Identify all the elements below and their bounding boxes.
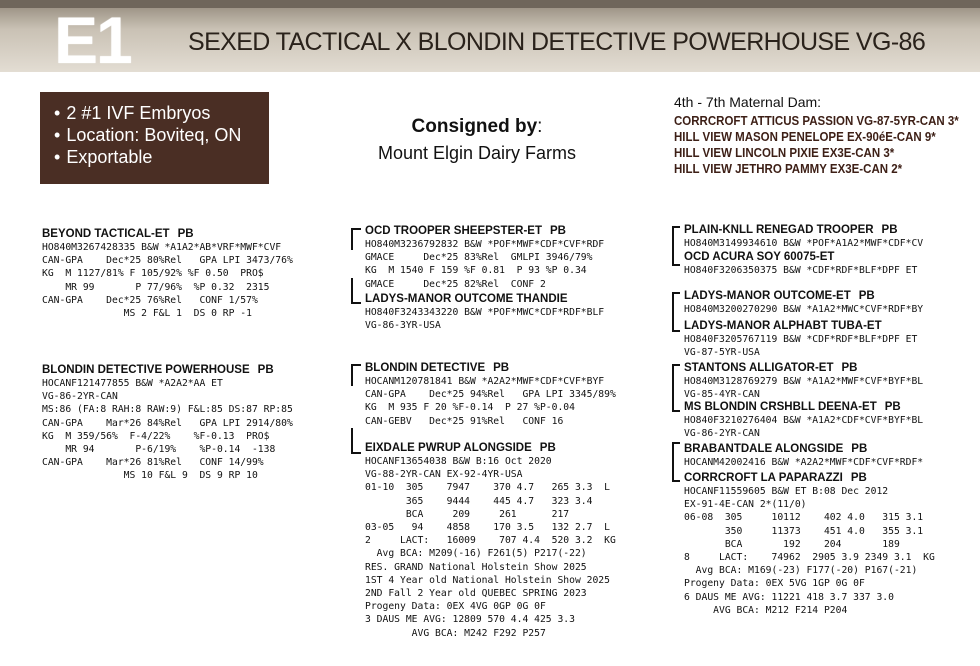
dam-block (42, 364, 293, 483)
ss-sire-block (684, 224, 923, 250)
bracket-dam-sire (351, 364, 361, 386)
animal-line: MR 99 P 77/96% %P 0.32 2315 (42, 281, 270, 293)
animal-line: KG M 359/56% F-4/22% %F-0.13 PRO$ (42, 430, 270, 442)
animal-line: VG-87-5YR-USA (684, 347, 760, 359)
sire-dam-block (365, 293, 604, 332)
lot-info-box (40, 92, 269, 184)
animal-line: Avg BCA: M169(-23) F177(-20) P167(-21) (684, 565, 918, 577)
bracket-ds-sire (672, 364, 680, 382)
animal-line: HO840F3210276404 B&W *A1A2*CDF*CVF*BYF*BL (684, 415, 924, 426)
animal-line: HO840M3236792832 B&W *POF*MWF*CDF*CVF*RDF (365, 239, 605, 250)
dam-dam-block (365, 442, 616, 640)
animal-line: HO840F3206350375 B&W *CDF*RDF*BLF*DPF ET (684, 265, 918, 276)
animal-line: AVG BCA: M212 F214 P204 (684, 604, 848, 616)
animal-line: 6 DAUS ME AVG: 11221 418 3.7 337 3.0 (684, 591, 894, 603)
sd-sire-block (684, 290, 923, 316)
animal-line: HOCANM42002416 B&W *A2A2*MWF*CDF*CVF*RDF* (684, 457, 924, 468)
animal-line: MS:86 (FA:8 RAH:8 RAW:9) F&L:85 DS:87 RP:85 (42, 404, 293, 416)
animal-line: HOCANF13654038 B&W B:16 Oct 2020 (365, 456, 552, 467)
animal-line: 06-08 305 10112 402 4.0 315 3.1 (684, 512, 924, 524)
bracket-sd-sire (672, 292, 680, 310)
animal-name: MS BLONDIN CRSHBLL DEENA-ET PB (684, 401, 901, 413)
ds-dam-block (684, 401, 923, 440)
animal-name: BEYOND TACTICAL-ET PB (42, 228, 194, 240)
header-banner (0, 0, 980, 77)
animal-line: CAN-GEBV Dec*25 91%Rel CONF 16 (365, 415, 564, 427)
maternal-dams (674, 94, 974, 177)
bracket-ss-sire (672, 226, 680, 244)
animal-line: CAN-GPA Mar*26 81%Rel CONF 14/99% (42, 457, 264, 469)
sire-sire-block (365, 225, 604, 291)
info-item: • Exportable (54, 146, 269, 168)
consignor-name: Mount Elgin Dairy Farms (377, 143, 577, 163)
maternal-dam: HILL VIEW LINCOLN PIXIE EX3E-CAN 3* (674, 146, 895, 160)
animal-line: 1ST 4 Year old National Holstein Show 2025 (365, 574, 610, 586)
animal-line: Avg BCA: M209(-16) F261(5) P217(-22) (365, 548, 587, 560)
bracket-sire-sire (351, 228, 361, 250)
animal-line: CAN-GPA Dec*25 80%Rel GPA LPI 3473/76% (42, 255, 293, 267)
bracket-sd-dam (672, 310, 680, 332)
animal-name: BLONDIN DETECTIVE PB (365, 362, 510, 374)
animal-line: RES. GRAND National Holstein Show 2025 (365, 561, 587, 573)
animal-name: OCD TROOPER SHEEPSTER-ET PB (365, 225, 566, 237)
animal-line: VG-86-2YR-CAN (684, 428, 760, 440)
animal-name: LADYS-MANOR OUTCOME THANDIE (365, 293, 568, 305)
animal-line: HO840F3205767119 B&W *CDF*RDF*BLF*DPF ET (684, 334, 918, 345)
ds-sire-block (684, 362, 923, 401)
info-item: • Location: Boviteq, ON (54, 124, 269, 146)
ss-dam-block (684, 251, 917, 277)
animal-line: HO840M3200270290 B&W *A1A2*MWC*CVF*RDF*BY (684, 304, 924, 315)
animal-line: GMACE Dec*25 83%Rel GMLPI 3946/79% (365, 252, 593, 264)
sire-block (42, 228, 293, 320)
bracket-dd-sire (672, 442, 680, 460)
animal-line: BCA 192 204 189 (684, 538, 900, 550)
animal-line: CAN-GPA Dec*25 76%Rel CONF 1/57% (42, 294, 258, 306)
animal-line: VG-86-2YR-CAN (42, 391, 118, 403)
animal-line: KG M 1540 F 159 %F 0.81 P 93 %P 0.34 (365, 265, 587, 277)
animal-line: HO840M3128769279 B&W *A1A2*MWF*CVF*BYF*BL (684, 376, 924, 387)
info-item: • 2 #1 IVF Embryos (54, 102, 269, 124)
animal-line: HOCANF121477855 B&W *A2A2*AA ET (42, 378, 223, 389)
animal-line: CAN-GPA Mar*26 84%Rel GPA LPI 2914/80% (42, 417, 293, 429)
header-top-stripe (0, 0, 980, 8)
dd-sire-block (684, 443, 923, 469)
animal-line: EX-91-4E-CAN 2*(11/0) (684, 499, 807, 511)
animal-line: BCA 209 261 217 (365, 508, 570, 520)
consigned-label: Consigned by: (411, 116, 543, 137)
animal-line: 3 DAUS ME AVG: 12809 570 4.4 425 3.3 (365, 614, 575, 626)
animal-name: LADYS-MANOR OUTCOME-ET PB (684, 290, 875, 302)
lot-number: E1 (54, 3, 131, 77)
animal-line: KG M 1127/81% F 105/92% %F 0.50 PRO$ (42, 268, 264, 280)
animal-name: PLAIN-KNLL RENEGAD TROOPER PB (684, 224, 898, 236)
animal-line: AVG BCA: M242 F292 P257 (365, 627, 546, 639)
maternal-dam: HILL VIEW JETHRO PAMMY EX3E-CAN 2* (674, 162, 903, 176)
bracket-sire-dam (351, 278, 361, 304)
animal-name: BLONDIN DETECTIVE POWERHOUSE PB (42, 364, 274, 376)
animal-line: 350 11373 451 4.0 355 3.1 (684, 525, 924, 537)
animal-line: MR 94 P-6/19% %P-0.14 -138 (42, 444, 276, 456)
animal-name: EIXDALE PWRUP ALONGSIDE PB (365, 442, 556, 454)
animal-line: HO840M3267428335 B&W *A1A2*AB*VRF*MWF*CVF (42, 242, 282, 253)
animal-line: 03-05 94 4858 170 3.5 132 2.7 L (365, 522, 610, 534)
animal-line: 8 LACT: 74962 2905 3.9 2349 3.1 KG (684, 552, 935, 564)
animal-name: OCD ACURA SOY 60075-ET (684, 251, 835, 263)
animal-line: HO840F3243343220 B&W *POF*MWC*CDF*RDF*BLF (365, 307, 605, 318)
bracket-ds-dam (672, 382, 680, 412)
sd-dam-block (684, 320, 917, 359)
animal-line: CAN-GPA Dec*25 94%Rel GPA LPI 3345/89% (365, 389, 616, 401)
animal-line: HOCANM120781841 B&W *A2A2*MWF*CDF*CVF*BYF (365, 376, 605, 387)
animal-line: VG-86-3YR-USA (365, 320, 441, 332)
maternal-dams-heading: 4th - 7th Maternal Dam: (674, 94, 822, 110)
animal-line: KG M 935 F 20 %F-0.14 P 27 %P-0.04 (365, 402, 575, 414)
animal-name: STANTONS ALLIGATOR-ET PB (684, 362, 858, 374)
animal-line: 01-10 305 7947 370 4.7 265 3.3 L (365, 482, 610, 494)
bracket-ss-dam (672, 244, 680, 266)
animal-line: VG-85-4YR-CAN (684, 389, 760, 401)
dam-sire-block (365, 362, 616, 428)
animal-name: BRABANTDALE ALONGSIDE PB (684, 443, 868, 455)
animal-line: MS 10 F&L 9 DS 9 RP 10 (42, 470, 258, 482)
animal-line: GMACE Dec*25 82%Rel CONF 2 (365, 278, 546, 290)
dd-dam-block (684, 472, 935, 617)
animal-line: 365 9444 445 4.7 323 3.4 (365, 495, 593, 507)
animal-line: VG-88-2YR-CAN EX-92-4YR-USA (365, 469, 523, 481)
animal-line: HO840M3149934610 B&W *POF*A1A2*MWF*CDF*CV (684, 238, 924, 249)
animal-line: 2ND Fall 2 Year old QUEBEC SPRING 2023 (365, 588, 587, 600)
animal-line: HOCANF11559605 B&W ET B:08 Dec 2012 (684, 486, 889, 497)
animal-line: 2 LACT: 16009 707 4.4 520 3.2 KG (365, 535, 616, 547)
maternal-dam: HILL VIEW MASON PENELOPE EX-90éE-CAN 9* (674, 130, 936, 144)
animal-line: Progeny Data: 0EX 5VG 1GP 0G 0F (684, 578, 865, 590)
page-title: SEXED TACTICAL X BLONDIN DETECTIVE POWERHOUSE VG-86 (188, 28, 926, 56)
animal-name: CORRCROFT LA PAPARAZZI PB (684, 472, 867, 484)
animal-name: LADYS-MANOR ALPHABT TUBA-ET (684, 320, 882, 332)
bracket-dd-dam (672, 460, 680, 482)
maternal-dam: CORRCROFT ATTICUS PASSION VG-87-5YR-CAN 3* (674, 114, 959, 128)
bracket-dam-dam (351, 428, 361, 454)
consigned-block (372, 116, 582, 164)
animal-line: MS 2 F&L 1 DS 0 RP -1 (42, 308, 252, 320)
animal-line: Progeny Data: 0EX 4VG 0GP 0G 0F (365, 601, 546, 613)
